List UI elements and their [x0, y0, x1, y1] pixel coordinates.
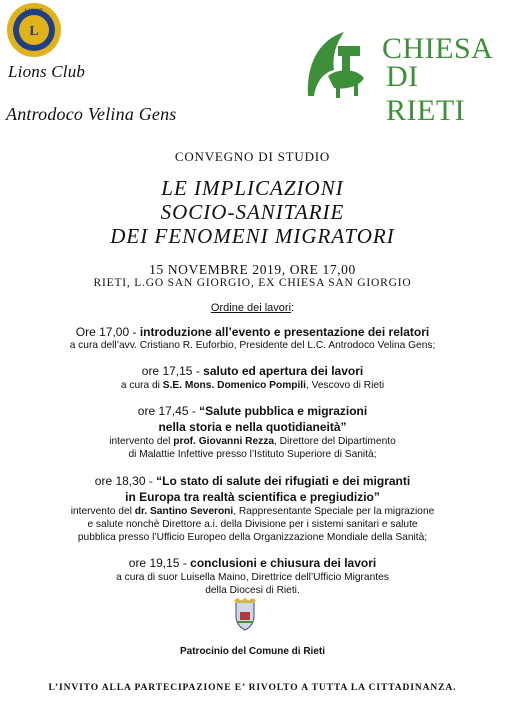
program-heading-text: Ordine dei lavori — [210, 302, 292, 314]
invito-text: L’INVITO ALLA PARTECIPAZIONE E’ RIVOLTO A TUTTA LA CITTADINANZA. — [48, 683, 457, 693]
item-2-speaker: S.E. Mons. Domenico Pompili — [162, 380, 306, 391]
program-item-2-head: ore 17,15 - saluto ed apertura dei lavori — [141, 364, 364, 378]
event-place: RIETI, L.GO SAN GIORGIO, EX CHIESA SAN GIORGIO — [93, 277, 412, 289]
item-5-title: conclusioni e chiusura dei lavori — [190, 556, 377, 570]
club-name-line2: Antrodoco Velina Gens — [6, 104, 177, 124]
item-4-detail-post: , Rappresentante Speciale per la migrazione — [233, 506, 435, 517]
chiesa-lamb-icon — [298, 26, 376, 102]
program-item-5-head: ore 19,15 - conclusioni e chiusura dei lavori — [128, 556, 377, 570]
item-5-detail-line2: della Diocesi di Rieti. — [205, 585, 300, 596]
item-3-time: ore 17,45 — [137, 404, 189, 418]
title-line-2: SOCIO-SANITARIE — [160, 200, 345, 224]
title-line-1: LE IMPLICAZIONI — [161, 176, 344, 200]
item-3-title-line1: “Salute pubblica e migrazioni — [199, 404, 368, 418]
svg-text:L: L — [29, 24, 39, 39]
item-3-speaker: prof. Giovanni Rezza — [173, 436, 275, 447]
item-4-title-line2: in Europa tra realtà scientifica e pregiudizio” — [125, 490, 380, 504]
item-3-detail — [0, 436, 505, 447]
item-2-detail — [0, 380, 505, 391]
item-3-detail-line2: di Malattie Infettive presso l’Istituto Superiore di Sanità; — [128, 449, 377, 460]
club-name-line1: Lions Club — [8, 62, 86, 81]
item-3-detail-post: , Direttore del Dipartimento — [274, 436, 396, 447]
rieti-crest-icon — [232, 598, 258, 632]
item-4-title-line1: “Lo stato di salute dei rifugiati e dei migranti — [156, 474, 411, 488]
item-5-detail-line1: a cura di suor Luisella Maino, Direttrice dell’Ufficio Migrantes — [116, 572, 389, 583]
item-2-title: saluto ed apertura dei lavori — [203, 364, 364, 378]
program-item-4-head: ore 18,30 - “Lo stato di salute dei rifugiati e dei migranti — [94, 474, 411, 488]
program-heading-colon: : — [291, 302, 295, 314]
title-line-3: DEI FENOMENI MIGRATORI — [110, 224, 395, 248]
item-3-title-line2: nella storia e nella quotidianeità” — [158, 420, 347, 434]
program-heading — [0, 302, 505, 314]
svg-text:LIONS: LIONS — [24, 9, 44, 15]
item-4-speaker: dr. Santino Severoni — [134, 506, 234, 517]
item-4-detail — [0, 506, 505, 517]
item-4-detail-line3: pubblica presso l’Ufficio Europeo della Organizzazione Mondiale della Sanità; — [77, 532, 428, 543]
chiesa-title: CHIESA — [382, 32, 494, 65]
lions-logo-icon — [6, 2, 62, 58]
item-1-detail: a cura dell’avv. Cristiano R. Euforbio, Presidente del L.C. Antrodoco Velina Gens; — [69, 340, 436, 351]
program-item-1-head: Ore 17,00 - introduzione all’evento e presentazione dei relatori — [75, 325, 430, 339]
item-4-detail-line2: e salute nonchè Direttore a.i. della Divisione per i sistemi sanitari e salute — [87, 519, 418, 530]
convegno-label: CONVEGNO DI STUDIO — [174, 149, 331, 164]
patrocinio-text: Patrocinio del Comune di Rieti — [179, 646, 325, 657]
item-4-time: ore 18,30 — [94, 474, 146, 488]
item-3-detail-pre: intervento del — [109, 436, 174, 447]
item-2-detail-pre: a cura di — [120, 380, 163, 391]
item-2-detail-post: , Vescovo di Rieti — [305, 380, 385, 391]
item-5-time: ore 19,15 — [128, 556, 180, 570]
item-1-time: Ore 17,00 — [75, 325, 130, 339]
event-date: 15 NOVEMBRE 2019, ORE 17,00 — [149, 262, 356, 277]
chiesa-subtitle: DI RIETI — [386, 60, 466, 127]
program-item-3-head: ore 17,45 - “Salute pubblica e migrazioni — [137, 404, 368, 418]
item-1-title: introduzione all’evento e presentazione dei relatori — [139, 325, 430, 339]
item-2-time: ore 17,15 — [141, 364, 193, 378]
item-4-detail-pre: intervento del — [70, 506, 135, 517]
